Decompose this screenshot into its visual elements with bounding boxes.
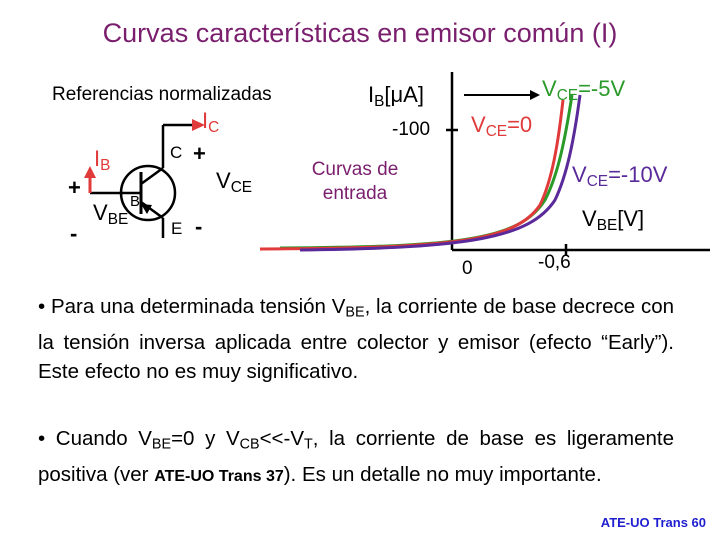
vce-minus-sign: -	[195, 214, 203, 239]
graph-note: Curvas de entrada	[311, 159, 399, 204]
ib-label: $I_B$	[94, 146, 111, 174]
collector-branch	[141, 168, 163, 184]
node-c-label: C	[170, 143, 183, 162]
pointer-head	[530, 90, 540, 100]
circuit-heading: Referencias normalizadas	[52, 84, 272, 105]
x-origin-label: 0	[462, 258, 473, 279]
vbe-plus-sign: +	[68, 175, 81, 200]
x-axis-label: $V_{BE}[V]$	[582, 206, 645, 234]
bullet-early-effect: • Para una determinada tensión $V_{BE}$, la corriente de base decrece con la tensión inversa aplicada entre colector y emisor (efecto “Early”). Este efecto no es muy significativo.	[38, 295, 674, 383]
y-tick-label: -100	[392, 119, 431, 140]
node-b-label: B	[130, 193, 141, 210]
vbe-minus-sign: -	[70, 221, 78, 246]
ic-label: $I_C$	[202, 108, 220, 136]
reference-link: ATE-UO Trans 37	[154, 467, 284, 485]
y-axis-label: $I_B[\mu A]$	[368, 82, 424, 110]
vce-plus-sign: +	[193, 141, 206, 166]
vce-label: $V_{CE}$	[216, 168, 253, 196]
curve-label-vce-minus5: $V_{CE}=-5V$	[542, 76, 626, 104]
slide-footer: ATE-UO Trans 60	[600, 515, 706, 530]
slide-title: Curvas características en emisor común (I)	[102, 18, 618, 48]
x-tick-label: -0,6	[538, 252, 571, 273]
node-e-label: E	[171, 219, 183, 238]
curve-label-vce-minus10: $V_{CE}=-10V$	[572, 162, 668, 190]
curve-label-vce-0: $V_{CE}=0$	[471, 112, 533, 140]
bullet-zero-bias: • Cuando $V_{BE}=0$ y $V_{CB}<<-V_T$, la corriente de base es ligeramente positiva (ver ATE-UO Trans 37). Es un detalle no muy importante.	[38, 427, 674, 486]
vbe-label: $V_{BE}$	[93, 200, 129, 228]
